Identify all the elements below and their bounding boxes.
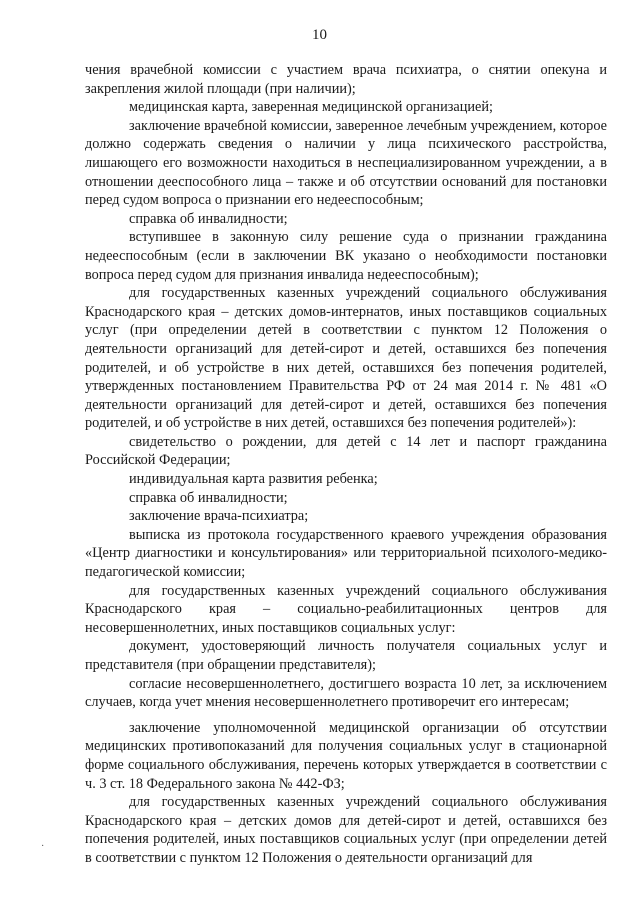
paragraph: документ, удостоверяющий личность получателя социальных услуг и представителя (при обращении представителя); [85, 638, 607, 673]
paragraph: для государственных казенных учреждений социального обслуживания Краснодарского края – детских домов для детей-сирот и детей, оставшихся без попечения родителей, иных поставщиков социальных услуг (при определении детей в соответствии с пунктом 12 Положения о деятельности организаций для [85, 794, 607, 866]
paragraph: вступившее в законную силу решение суда о признании гражданина недееспособным (если в заключении ВК указано о необходимости постановки вопроса перед судом для признания инвалида недееспособным); [85, 229, 607, 283]
paragraph: свидетельство о рождении, для детей с 14 лет и паспорт гражданина Российской Федерации; [85, 433, 607, 469]
paragraph: медицинская карта, заверенная медицинской организацией; [129, 99, 493, 116]
paragraph: заключение врача-психиатра; [129, 508, 309, 525]
paragraph: заключение врачебной комиссии, заверенное лечебным учреждением, которое должно содержать сведения о наличии у лица психического расстройства, лишающего его возможности находиться в неспециализированном учреждении, а в отношении дееспособного лица – также и об отсутствии оснований для постановки перед судом вопроса о признании его недееспособным; [85, 117, 607, 209]
paragraph: справка об инвалидности; [129, 210, 288, 227]
paragraph: выписка из протокола государственного краевого учреждения образования «Центр диагностики и консультирования» или территориальной психолого-медико-педагогической комиссии; [85, 526, 607, 581]
paragraph: для государственных казенных учреждений социального обслуживания Краснодарского края – социально-реабилитационных центров для несовершеннолетних, иных поставщиков социальных услуг: [85, 582, 607, 636]
paragraph: индивидуальная карта развития ребенка; [129, 471, 378, 488]
paragraph: согласие несовершеннолетнего, достигшего возраста 10 лет, за исключением случаев, когда учет мнения несовершеннолетнего противоречит его интересам; [85, 675, 607, 711]
paragraph: чения врачебной комиссии с участием врача психиатра, о снятии опекуна и закрепления жилой площади (при наличии); [85, 62, 607, 97]
paragraph: справка об инвалидности; [129, 489, 288, 506]
scan-speck: · [41, 841, 45, 852]
page-number: 10 [312, 27, 327, 43]
paragraph: для государственных казенных учреждений социального обслуживания Краснодарского края – детских домов-интернатов, иных поставщиков социальных услуг (при определении детей в соответствии с пунктом 12 Положения о деятельности организаций для детей-сирот и детей, оставшихся без попечения родителей, и об устройстве в них детей, оставшихся без попечения родителей, утвержденных постановлением Правительства РФ от 24 мая 2014 г. № 481 «О деятельности организаций для детей-сирот и детей, оставшихся без попечения родителей, и об устройстве в них детей, оставшихся без попечения родителей»): [85, 285, 607, 432]
document-body [85, 61, 607, 868]
paragraph: заключение уполномоченной медицинской организации об отсутствии медицинских противопоказаний для получения социальных услуг в стационарной форме социального обслуживания, перечень которых утверждается в соответствии с ч. 3 ст. 18 Федерального закона № 442-ФЗ; [85, 719, 607, 792]
